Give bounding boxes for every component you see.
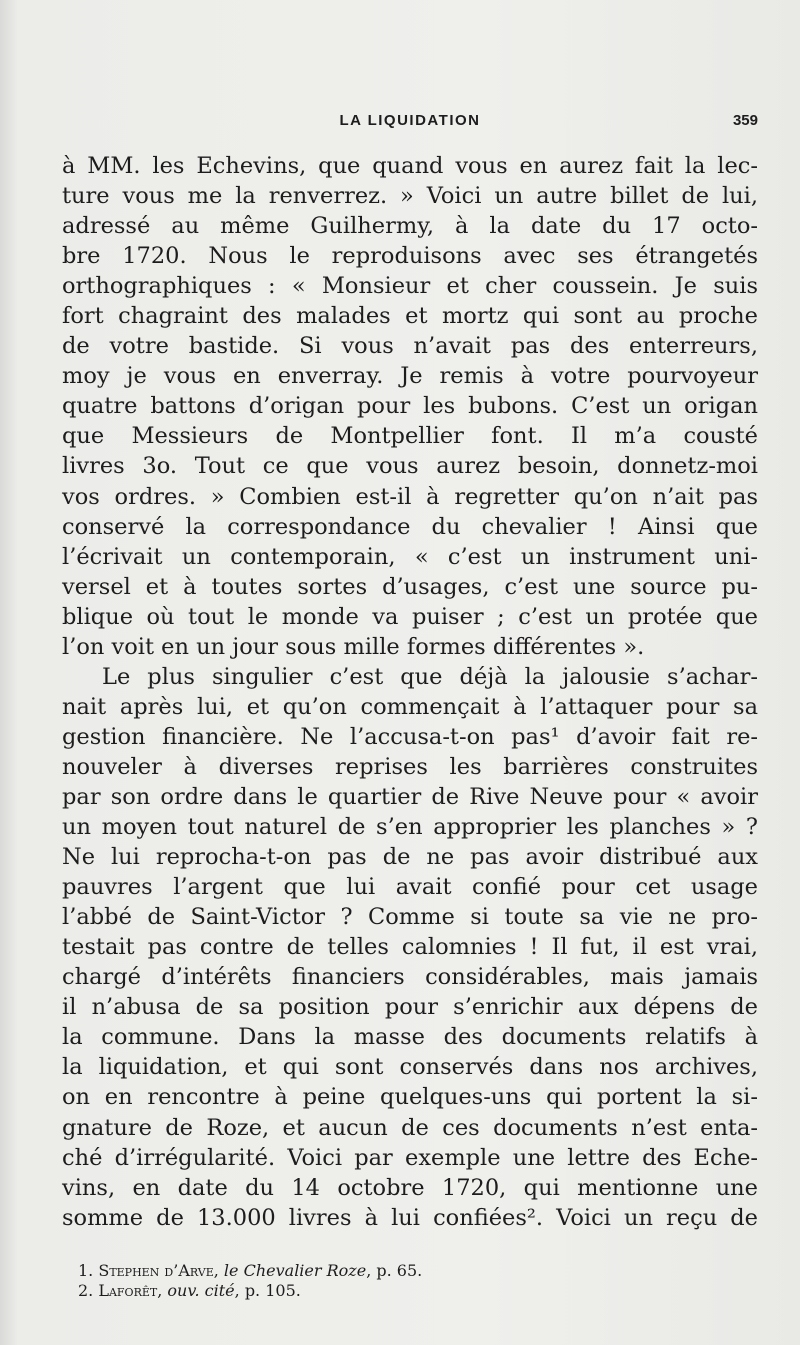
text-line: de votre bastide. Si vous n’avait pas des enterreurs, — [62, 333, 758, 360]
text-line: ché d’irrégularité. Voici par exemple une lettre des Eche- — [62, 1144, 758, 1171]
page-header — [62, 112, 758, 138]
text-line: livres 3o. Tout ce que vous aurez besoin, donnetz-moi — [62, 453, 758, 480]
text-line: moy je vous en enverray. Je remis à votre pourvoyeur — [62, 363, 758, 390]
text-line: un moyen tout naturel de s’en approprier les planches » ? — [62, 814, 758, 841]
footnotes — [78, 1261, 478, 1301]
text-line: adressé au même Guilhermy, à la date du 17 octo- — [62, 213, 758, 240]
text-line: il n’abusa de sa position pour s’enrichir aux dépens de — [62, 994, 758, 1021]
text-line: à MM. les Echevins, que quand vous en aurez fait la lec- — [62, 153, 758, 179]
text-line: Ne lui reprocha-t-on pas de ne pas avoir distribué aux — [62, 844, 758, 871]
text-line: l’écrivait un contemporain, « c’est un instrument uni- — [62, 543, 758, 570]
text-line: versel et à toutes sortes d’usages, c’est une source pu- — [62, 573, 758, 600]
text-line: orthographiques : « Monsieur et cher coussein. Je suis — [62, 273, 758, 300]
footnote-number: 2. — [78, 1281, 94, 1300]
text-line: fort chagraint des malades et mortz qui sont au proche — [62, 303, 758, 330]
body-text — [62, 151, 758, 1233]
page-number: 359 — [732, 112, 758, 129]
footnote-number: 1. — [78, 1261, 94, 1280]
text-line: pauvres l’argent que lui avait confié pour cet usage — [62, 874, 758, 901]
footnote-page: p. 65. — [376, 1261, 423, 1280]
footnote-author: Stephen d’Arve — [98, 1261, 214, 1280]
text-line: quatre battons d’origan pour les bubons. C’est un origan — [62, 393, 758, 420]
text-line: l’on voit en un jour sous mille formes différentes ». — [62, 633, 645, 660]
running-title: LA LIQUIDATION — [339, 112, 481, 129]
text-line: nouveler à diverses reprises les barrières construites — [62, 753, 758, 780]
text-line: conservé la correspondance du chevalier ! Ainsi que — [62, 513, 758, 540]
footnote-title: ouv. cité — [167, 1281, 235, 1300]
footnote-author: Laforêt — [98, 1281, 158, 1300]
paragraph-start-line: Le plus singulier c’est que déjà la jalousie s’achar- — [102, 663, 758, 690]
text-line: somme de 13.000 livres à lui confiées². Voici un reçu de — [62, 1204, 758, 1231]
text-line: blique où tout le monde va puiser ; c’est un protée que — [62, 603, 758, 630]
text-line: gestion financière. Ne l’accusa-t-on pas¹ d’avoir fait re- — [62, 723, 758, 750]
text-line: chargé d’intérêts financiers considérables, mais jamais — [62, 964, 758, 991]
text-line: on en rencontre à peine quelques-uns qui portent la si- — [62, 1084, 758, 1111]
footnote-page: p. 105. — [244, 1281, 301, 1300]
text-line: la commune. Dans la masse des documents relatifs à — [62, 1024, 758, 1051]
text-line: testait pas contre de telles calomnies ! Il fut, il est vrai, — [62, 934, 758, 961]
footnote: 2. Laforêt, ouv. cité, p. 105. — [78, 1281, 301, 1300]
text-line: vins, en date du 14 octobre 1720, qui mentionne une — [62, 1174, 758, 1201]
text-line: gnature de Roze, et aucun de ces documents n’est enta- — [62, 1114, 758, 1141]
text-line: nait après lui, et qu’on commençait à l’attaquer pour sa — [62, 693, 758, 720]
text-line: vos ordres. » Combien est-il à regretter qu’on n’ait pas — [62, 483, 758, 510]
text-line: par son ordre dans le quartier de Rive Neuve pour « avoir — [62, 783, 758, 810]
text-line: bre 1720. Nous le reproduisons avec ses étrangetés — [62, 243, 758, 270]
footnote-title: le Chevalier Roze — [223, 1261, 367, 1280]
text-line: la liquidation, et qui sont conservés dans nos archives, — [62, 1054, 758, 1081]
text-line: l’abbé de Saint-Victor ? Comme si toute sa vie ne pro- — [62, 904, 758, 931]
text-line: ture vous me la renverrez. » Voici un autre billet de lui, — [62, 183, 758, 210]
text-line: que Messieurs de Montpellier font. Il m’a cousté — [62, 423, 758, 450]
footnote: 1. Stephen d’Arve, le Chevalier Roze, p. 65. — [78, 1261, 423, 1280]
